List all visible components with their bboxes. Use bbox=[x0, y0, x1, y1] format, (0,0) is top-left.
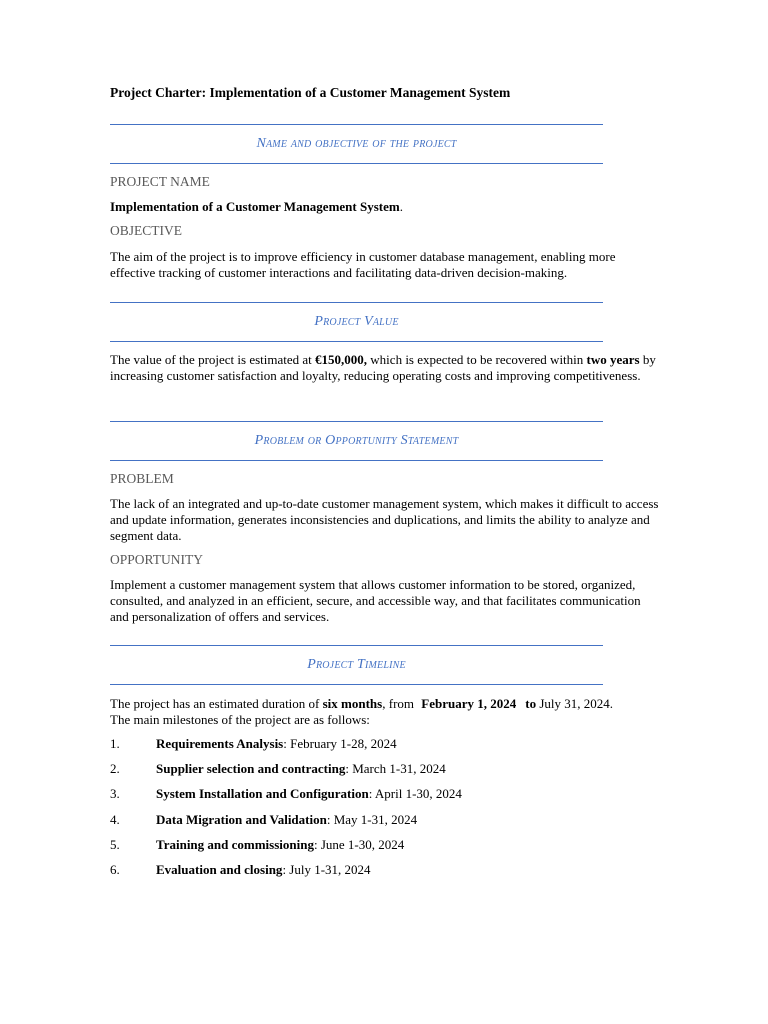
value-period: two years bbox=[586, 352, 640, 367]
milestone-dates: : March 1-31, 2024 bbox=[345, 761, 446, 777]
project-name-value bbox=[110, 199, 660, 215]
value-text-part: by increasing customer satisfaction and loyalty, reducing operating costs and improving competitiveness. bbox=[110, 352, 656, 383]
objective-text: The aim of the project is to improve efficiency in customer database management, enabling more effective tracking of customer interactions and facilitating data-driven decision-making. bbox=[110, 249, 616, 280]
milestone-name: System Installation and Configuration bbox=[156, 786, 369, 802]
value-amount: €150,000, bbox=[315, 352, 368, 367]
milestone-text bbox=[156, 736, 397, 752]
milestone-text bbox=[156, 837, 404, 853]
section-header-project-value bbox=[110, 302, 603, 342]
section-header-project-timeline bbox=[110, 645, 603, 685]
timeline-text-part: , from bbox=[382, 696, 418, 711]
section-heading: Project Value bbox=[314, 314, 399, 329]
section-heading: Project Timeline bbox=[307, 657, 406, 672]
milestone-number: 3. bbox=[110, 786, 120, 802]
milestone-dates: : July 1-31, 2024 bbox=[282, 861, 371, 877]
timeline-to: to bbox=[525, 696, 537, 711]
milestone-number: 2. bbox=[110, 761, 120, 777]
timeline-end-date: July 31, 2024. bbox=[536, 696, 613, 711]
problem-text: The lack of an integrated and up-to-date customer management system, which makes it difficult to access and update information, generates inconsistencies and duplications, and limits the ability to analyze and segment data. bbox=[110, 496, 659, 543]
value-text-part: which is expected to be recovered within bbox=[367, 352, 587, 367]
milestone-dates: : February 1-28, 2024 bbox=[283, 736, 397, 751]
timeline-text-part: The project has an estimated duration of bbox=[110, 696, 323, 711]
milestone-name: Data Migration and Validation bbox=[156, 811, 327, 827]
project-value-text bbox=[110, 352, 660, 384]
timeline-start-date: February 1, 2024 bbox=[421, 696, 517, 711]
document-title: Project Charter: Implementation of a Customer Management System bbox=[110, 85, 511, 100]
section-header-name-objective bbox=[110, 124, 603, 164]
value-text-part: The value of the project is estimated at bbox=[110, 352, 316, 367]
milestone-name: Evaluation and closing bbox=[156, 861, 283, 877]
section-heading: Name and objective of the project bbox=[256, 136, 457, 151]
milestone-name: Requirements Analysis bbox=[156, 736, 284, 751]
project-name-text: Implementation of a Customer Management System bbox=[110, 199, 400, 214]
milestone-text bbox=[156, 761, 446, 777]
timeline-text-part: The main milestones of the project are as follows: bbox=[110, 712, 370, 727]
milestone-number: 4. bbox=[110, 811, 120, 827]
milestone-dates: : May 1-31, 2024 bbox=[326, 811, 418, 827]
project-name-label: PROJECT NAME bbox=[110, 174, 210, 189]
milestone-number: 6. bbox=[110, 861, 120, 877]
section-heading: Problem or Opportunity Statement bbox=[254, 433, 459, 448]
milestone-dates: : June 1-30, 2024 bbox=[313, 836, 405, 852]
opportunity-text: Implement a customer management system that allows customer information to be stored, organized, consulted, and analyzed in an efficient, secure, and accessible way, and that facilitates communication and personalization of offers and services. bbox=[110, 577, 641, 624]
opportunity-label: OPPORTUNITY bbox=[110, 552, 203, 567]
timeline-duration: six months bbox=[322, 696, 383, 711]
objective-label: OBJECTIVE bbox=[110, 223, 182, 238]
milestone-text bbox=[156, 862, 371, 878]
milestone-name: Training and commissioning bbox=[156, 836, 314, 852]
milestone-number: 1. bbox=[110, 736, 120, 751]
milestone-text bbox=[156, 812, 417, 828]
section-header-problem-opportunity bbox=[110, 421, 603, 461]
timeline-intro bbox=[110, 696, 660, 728]
milestone-text bbox=[156, 786, 462, 802]
project-name-period: . bbox=[399, 199, 403, 214]
problem-label: PROBLEM bbox=[110, 471, 174, 486]
milestone-name: Supplier selection and contracting bbox=[156, 761, 346, 777]
milestone-number: 5. bbox=[110, 836, 120, 852]
milestone-dates: : April 1-30, 2024 bbox=[368, 786, 462, 802]
